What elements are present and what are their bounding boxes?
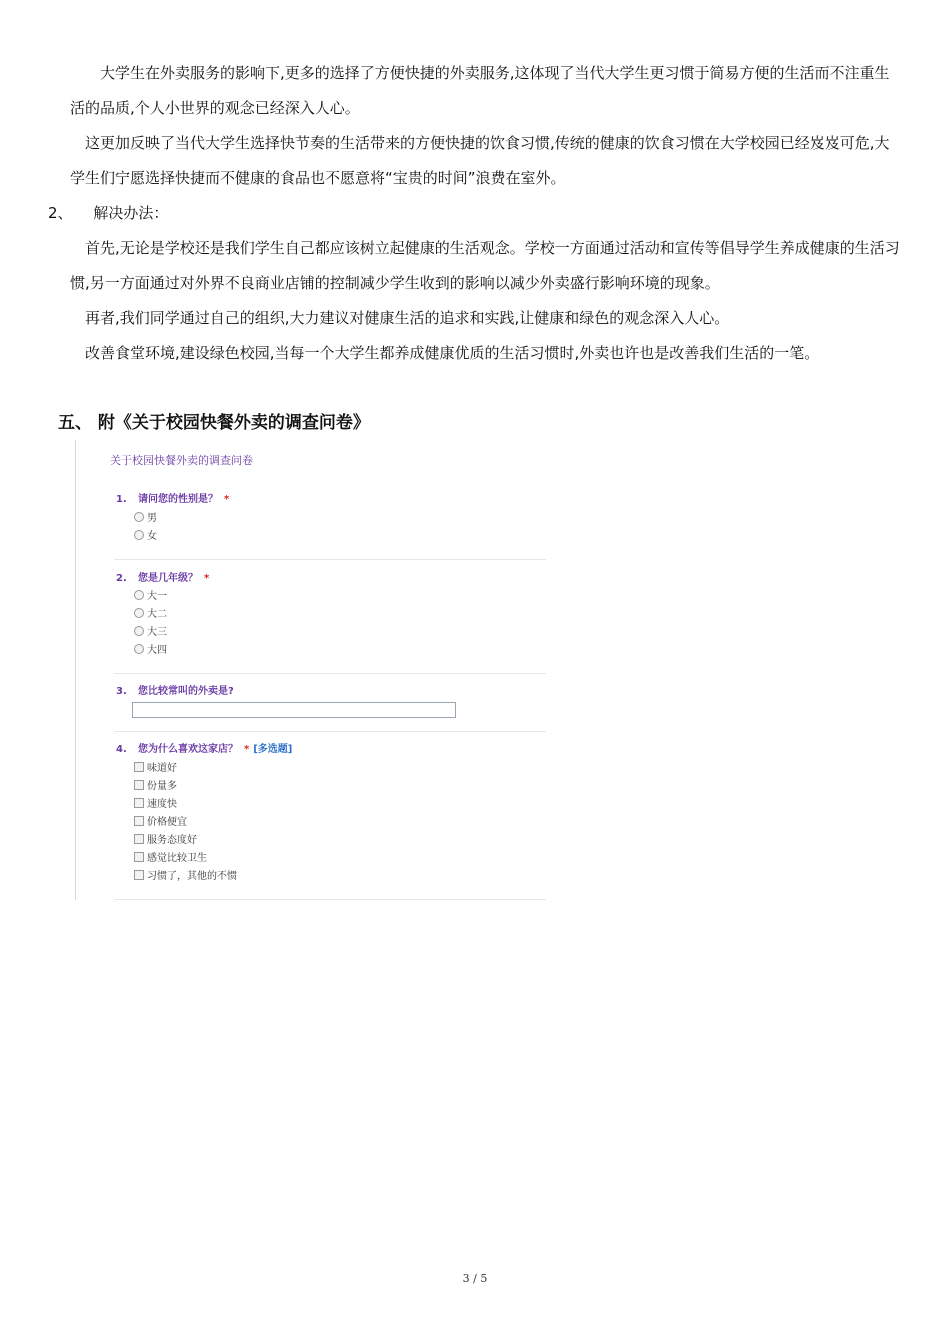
option-senior[interactable]: 大四: [134, 644, 167, 658]
option-male[interactable]: 男: [134, 512, 157, 526]
divider: [114, 673, 546, 674]
radio-button[interactable]: [134, 626, 144, 636]
divider: [114, 731, 546, 732]
divider: [114, 559, 546, 560]
option-service[interactable]: 服务态度好: [134, 834, 197, 848]
checkbox[interactable]: [134, 852, 144, 862]
takeout-text-input[interactable]: [132, 702, 456, 718]
option-taste[interactable]: 味道好: [134, 762, 177, 776]
radio-button[interactable]: [134, 512, 144, 522]
question-3-title: [116, 682, 234, 697]
question-text: 您为什么喜欢这家店？: [138, 744, 238, 755]
question-number: 3.: [116, 686, 127, 697]
required-marker: *: [204, 573, 210, 584]
question-text: 请问您的性别是？: [138, 494, 218, 505]
multi-choice-badge: [多选题]: [253, 744, 293, 755]
radio-button[interactable]: [134, 530, 144, 540]
radio-button[interactable]: [134, 608, 144, 618]
option-hygiene[interactable]: 感觉比较卫生: [134, 852, 207, 866]
section-number: 2、: [48, 204, 73, 222]
paragraph-2: 这更加反映了当代大学生选择快节奏的生活带来的方便快捷的饮食习惯,传统的健康的饮食习惯在大学校园已经岌岌可危,大学生们宁愿选择快捷而不健康的食品也不愿意将“宝贵的时间”浪费在室外。: [70, 134, 890, 187]
question-2-title: [116, 569, 209, 584]
option-female[interactable]: 女: [134, 530, 157, 544]
question-1-title: [116, 490, 229, 505]
section-2-heading: [48, 196, 168, 231]
checkbox[interactable]: [134, 816, 144, 826]
survey-screenshot: [75, 440, 546, 900]
question-number: 2.: [116, 573, 127, 584]
option-sophomore[interactable]: 大二: [134, 608, 167, 622]
option-portion[interactable]: 份量多: [134, 780, 177, 794]
question-text: 您比较常叫的外卖是?: [138, 686, 234, 697]
question-text: 您是几年级？: [138, 573, 198, 584]
required-marker: *: [224, 494, 230, 505]
option-junior[interactable]: 大三: [134, 626, 167, 640]
radio-button[interactable]: [134, 590, 144, 600]
solution-paragraph-1: 首先,无论是学校还是我们学生自己都应该树立起健康的生活观念。学校一方面通过活动和宣传等倡导学生养成健康的生活习惯,另一方面通过对外界不良商业店铺的控制减少学生收到的影响以减少外卖盛行影响环境的现象。: [70, 239, 900, 292]
paragraph-1: 大学生在外卖服务的影响下,更多的选择了方便快捷的外卖服务,这体现了当代大学生更习惯于简易方便的生活而不注重生活的品质,个人小世界的观念已经深入人心。: [70, 64, 890, 117]
radio-button[interactable]: [134, 644, 144, 654]
option-freshman[interactable]: 大一: [134, 590, 167, 604]
option-price[interactable]: 价格便宜: [134, 816, 187, 830]
appendix-heading: 五、 附《关于校园快餐外卖的调查问卷》: [58, 413, 370, 433]
question-number: 4.: [116, 744, 127, 755]
section-label: 解决办法：: [93, 204, 169, 222]
checkbox[interactable]: [134, 798, 144, 808]
checkbox[interactable]: [134, 870, 144, 880]
option-speed[interactable]: 速度快: [134, 798, 177, 812]
option-habit[interactable]: 习惯了，其他的不惯: [134, 870, 237, 884]
divider: [114, 899, 546, 900]
survey-title: 关于校园快餐外卖的调查问卷: [110, 454, 253, 467]
required-marker: *: [244, 744, 250, 755]
solution-paragraph-2: 再者,我们同学通过自己的组织,大力建议对健康生活的追求和实践,让健康和绿色的观念深入人心。: [70, 309, 730, 327]
solution-paragraph-3: 改善食堂环境,建设绿色校园,当每一个大学生都养成健康优质的生活习惯时,外卖也许也是改善我们生活的一笔。: [70, 344, 820, 362]
checkbox[interactable]: [134, 834, 144, 844]
question-number: 1.: [116, 494, 127, 505]
page-number: 3 / 5: [462, 1272, 488, 1285]
checkbox[interactable]: [134, 762, 144, 772]
checkbox[interactable]: [134, 780, 144, 790]
question-4-title: [116, 740, 292, 755]
